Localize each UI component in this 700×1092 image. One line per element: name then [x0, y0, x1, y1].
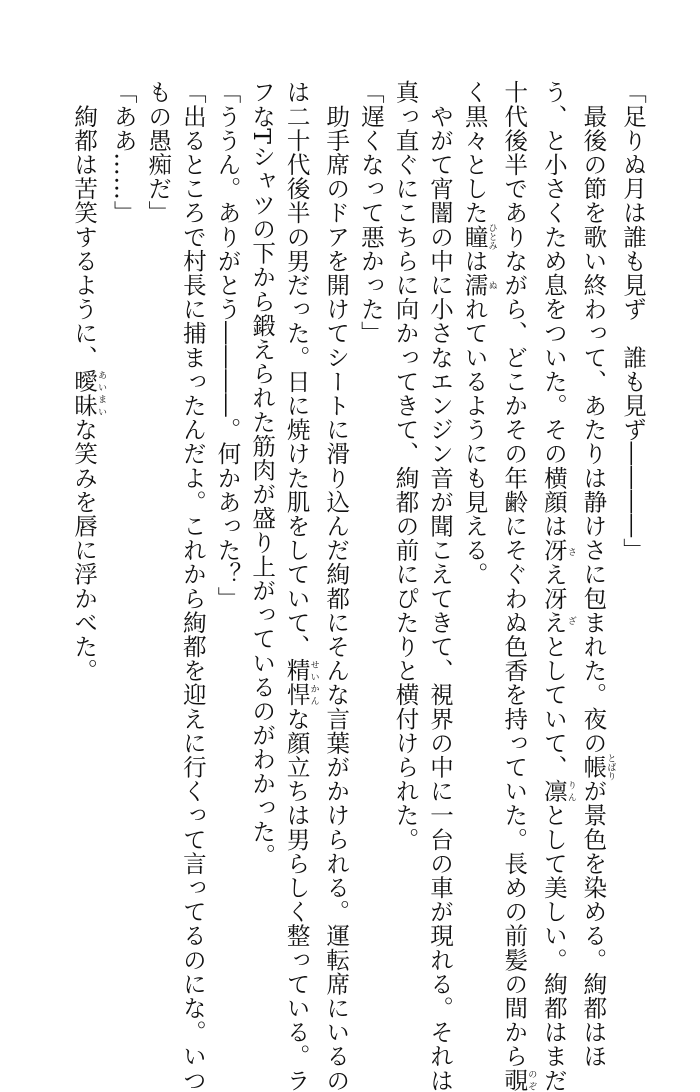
- text-line-6: [422, 80, 457, 1092]
- ruby-word: 覗のぞ: [500, 1068, 537, 1092]
- text-line-3: [536, 80, 576, 1092]
- text-segment: 「遅くなって悪かった」: [356, 80, 385, 346]
- text-line-14: [141, 80, 176, 950]
- ruby-word: 曖昧あいまい: [70, 369, 107, 418]
- ruby-word: 濡ぬ: [460, 272, 497, 297]
- text-line-9: [319, 80, 354, 1092]
- text-segment: 助手席のドアを開けてシートに滑り込んだ絢都にそんな言葉がかけられる。運転席にいるの: [322, 80, 351, 1092]
- text-segment: く黒々とした: [460, 80, 489, 225]
- ruby-word: 瞳ひとみ: [460, 223, 497, 251]
- ruby-word: 凛りん: [539, 778, 576, 804]
- text-line-5: [457, 80, 497, 950]
- ruby-reading: ひとみ: [486, 223, 497, 251]
- text-segment: は二十代後半の男だった。日に焼けた肌をしていて、: [282, 80, 311, 659]
- ruby-reading: とばり: [605, 753, 616, 781]
- text-line-11: [244, 80, 279, 950]
- ruby-reading: のぞ: [526, 1068, 537, 1092]
- text-segment: 「ううん。ありがとう――――。何かあった？」: [213, 80, 242, 611]
- text-line-2: [576, 80, 616, 1069]
- ruby-word: 精悍せいかん: [282, 658, 319, 707]
- text-line-8: [353, 80, 388, 950]
- text-segment: 絢都は苦笑するように、: [70, 80, 99, 370]
- text-segment: やがて宵闇の中に小さなエンジン音が聞こえてきて、視界の中に一台の車が現れる。それは: [426, 80, 455, 1092]
- text-segment: 「足りぬ月は誰も見ず 誰も見ず――――」: [619, 80, 647, 562]
- text-line-15: [106, 80, 141, 950]
- text-segment: な顔立ちは男らしく整っている。ラ: [282, 706, 311, 1092]
- ruby-reading: りん: [565, 778, 576, 804]
- text-line-1: [615, 80, 650, 950]
- text-line-7: [388, 80, 423, 950]
- text-segment: は: [460, 248, 489, 273]
- text-segment: として美しい。絢都はまだ: [539, 803, 568, 1092]
- text-segment: 最後の節を歌い終わって、あたりは静けさに包まれた。夜の: [579, 80, 608, 755]
- text-line-12: [210, 80, 245, 950]
- ruby-reading: あいまい: [96, 369, 107, 418]
- text-segment: な笑みを唇に浮かべた。: [70, 417, 99, 683]
- text-segment: う、と小さくため息をついた。その横顔は: [539, 80, 568, 538]
- text-segment: もの愚痴だ」: [144, 80, 173, 225]
- ruby-reading: ぬ: [486, 272, 497, 297]
- text-segment: 「ああ……」: [109, 80, 138, 225]
- text-segment: としていて、: [539, 634, 568, 779]
- text-line-4: [497, 80, 537, 1092]
- text-segment: 真っ直ぐにこちらに向かってきて、絢都の前にぴたりと横付けられた。: [391, 80, 420, 852]
- text-line-10: [279, 80, 319, 1092]
- text-segment: 「出るところで村長に捕まったんだよ。これから絢都を迎えに行くって言ってるのにな。いつ: [178, 80, 207, 1092]
- text-line-13: [175, 80, 210, 1092]
- ruby-reading: さ ざ: [565, 537, 576, 635]
- text-segment: 十代後半でありながら、どこかその年齢にそぐわぬ色香を持っていた。長めの前髪の間から: [500, 80, 529, 1069]
- vertical-text-body: [67, 80, 651, 1092]
- text-segment: が景色を染める。絢都はほ: [579, 778, 608, 1069]
- text-segment: フなTシャツの下から鍛えられた筋肉が盛り上がっているのがわかった。: [248, 80, 277, 868]
- ruby-reading: せいかん: [308, 658, 319, 707]
- ruby-word: 冴え冴えさ ざ: [539, 537, 576, 635]
- text-segment: れているようにも見える。: [460, 296, 489, 587]
- text-line-16: [67, 80, 107, 950]
- ruby-word: 帳とばり: [579, 753, 616, 781]
